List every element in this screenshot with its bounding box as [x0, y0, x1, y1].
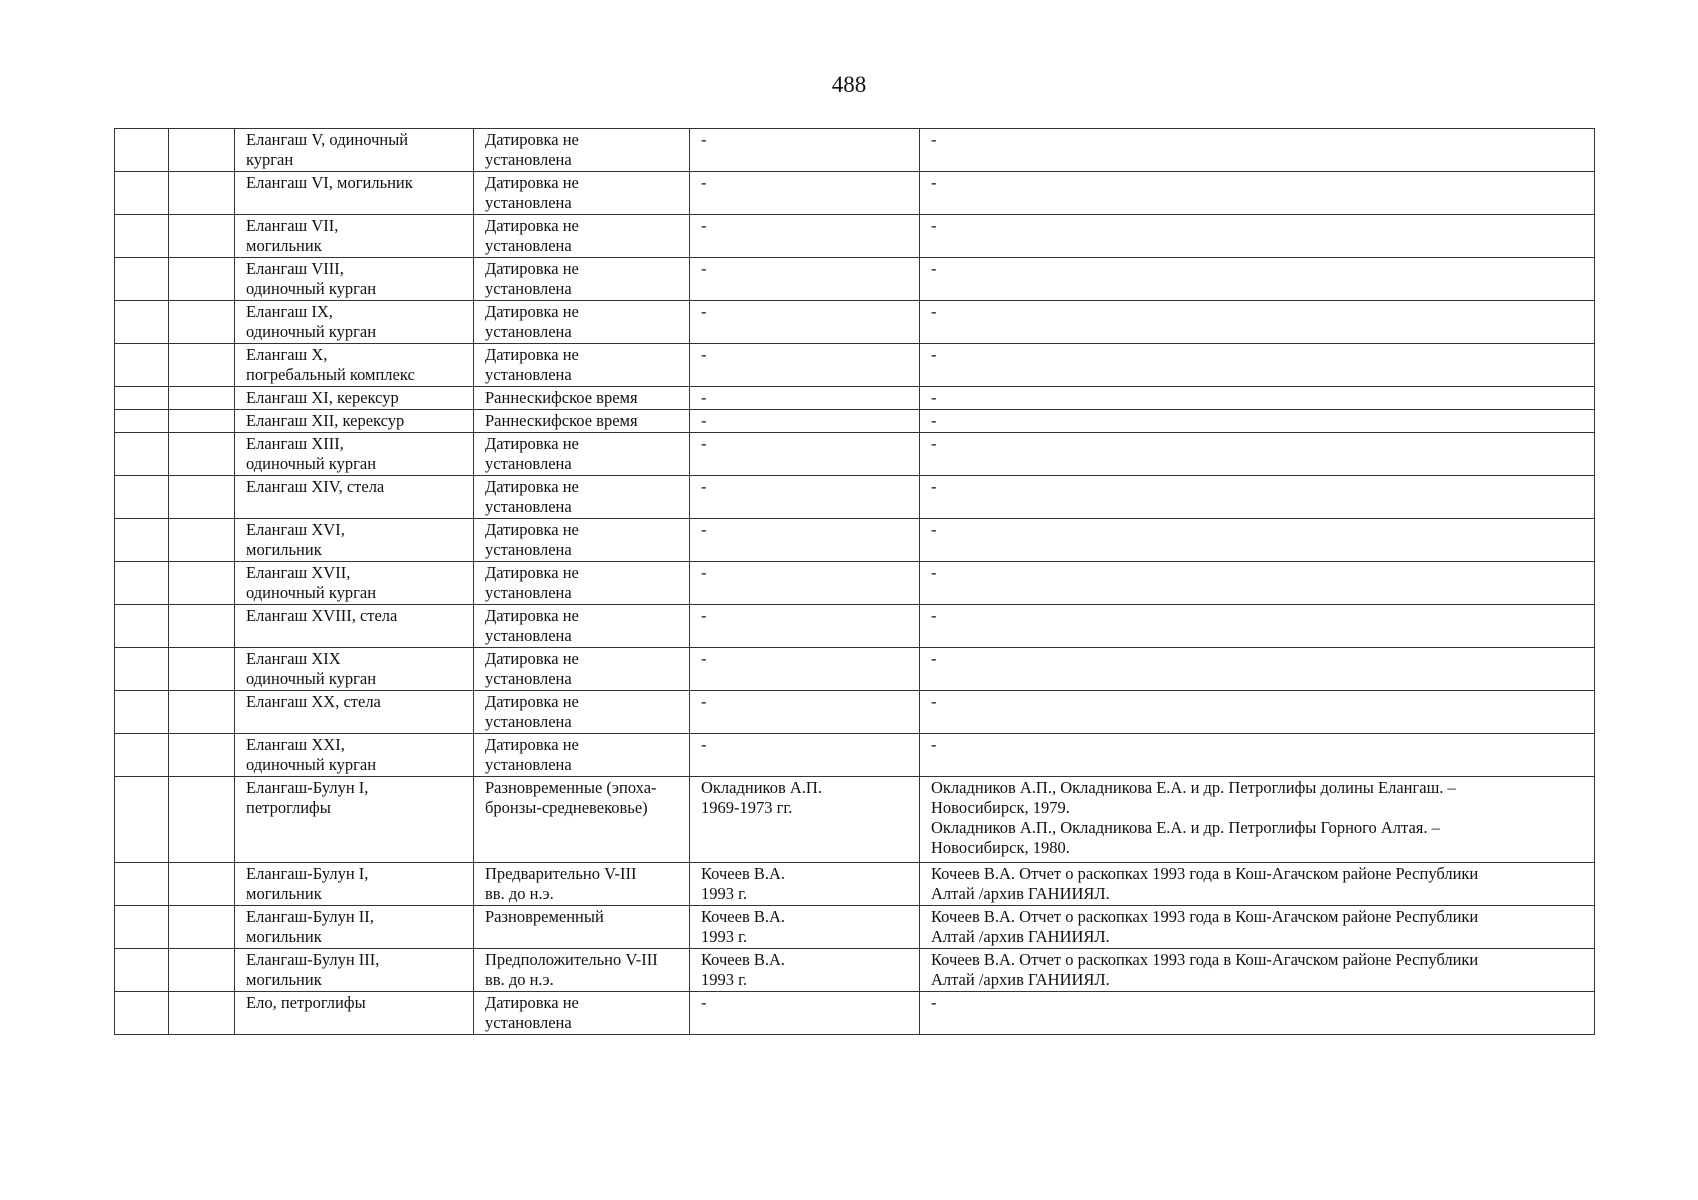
table-row — [115, 476, 1595, 519]
dating-text: бронзы-средневековье) — [485, 798, 648, 817]
researcher-text: - — [701, 173, 707, 192]
dating-text: Датировка не — [485, 563, 579, 582]
table-row — [115, 734, 1595, 777]
number-cell — [115, 906, 169, 949]
dating-text: установлена — [485, 193, 572, 212]
table-row — [115, 344, 1595, 387]
literature-text: - — [931, 563, 937, 582]
researcher-text: - — [701, 259, 707, 278]
dating-cell — [474, 605, 690, 648]
literature-cell — [920, 129, 1595, 172]
name-cell — [235, 777, 474, 863]
name-text: Елангаш XIX — [246, 649, 341, 668]
literature-cell — [920, 648, 1595, 691]
literature-cell — [920, 562, 1595, 605]
code-cell — [169, 605, 235, 648]
dating-text: установлена — [485, 497, 572, 516]
code-cell — [169, 129, 235, 172]
number-cell — [115, 172, 169, 215]
researcher-text: - — [701, 130, 707, 149]
page-number: 488 — [831, 72, 867, 97]
dating-text: установлена — [485, 1013, 572, 1032]
researcher-text: - — [701, 649, 707, 668]
researcher-cell — [690, 129, 920, 172]
literature-cell — [920, 433, 1595, 476]
dating-text: установлена — [485, 454, 572, 473]
dating-text: Датировка не — [485, 477, 579, 496]
researcher-text: - — [701, 388, 707, 407]
literature-cell — [920, 215, 1595, 258]
researcher-text: - — [701, 735, 707, 754]
researcher-cell — [690, 301, 920, 344]
literature-text: - — [931, 606, 937, 625]
name-cell — [235, 562, 474, 605]
researcher-text: Кочеев В.А. — [701, 864, 786, 883]
table-row — [115, 301, 1595, 344]
table-row — [115, 777, 1595, 863]
code-cell — [169, 301, 235, 344]
literature-cell — [920, 734, 1595, 777]
researcher-cell — [690, 344, 920, 387]
dating-text: установлена — [485, 669, 572, 688]
name-text: одиночный курган — [246, 755, 377, 774]
name-text: Елангаш XIV, стела — [246, 477, 385, 496]
researcher-cell — [690, 648, 920, 691]
researcher-cell — [690, 410, 920, 433]
name-cell — [235, 301, 474, 344]
table-row — [115, 605, 1595, 648]
researcher-cell — [690, 992, 920, 1035]
code-cell — [169, 949, 235, 992]
name-text: Елангаш XXI, — [246, 735, 345, 754]
literature-cell — [920, 863, 1595, 906]
name-cell — [235, 605, 474, 648]
literature-text: Новосибирск, 1979. — [931, 798, 1070, 817]
researcher-text: Кочеев В.А. — [701, 950, 786, 969]
table-row — [115, 519, 1595, 562]
dating-text: Раннескифское время — [485, 388, 638, 407]
literature-cell — [920, 172, 1595, 215]
literature-text: - — [931, 993, 937, 1012]
researcher-cell — [690, 258, 920, 301]
number-cell — [115, 215, 169, 258]
literature-text: - — [931, 692, 937, 711]
dating-cell — [474, 301, 690, 344]
researcher-cell — [690, 519, 920, 562]
dating-cell — [474, 863, 690, 906]
dating-cell — [474, 410, 690, 433]
dating-cell — [474, 387, 690, 410]
table-row — [115, 258, 1595, 301]
literature-cell — [920, 605, 1595, 648]
name-text: Ело, петроглифы — [246, 993, 366, 1012]
literature-text: - — [931, 477, 937, 496]
dating-cell — [474, 562, 690, 605]
name-cell — [235, 410, 474, 433]
number-cell — [115, 129, 169, 172]
literature-text: - — [931, 216, 937, 235]
name-cell — [235, 906, 474, 949]
dating-cell — [474, 734, 690, 777]
researcher-cell — [690, 863, 920, 906]
literature-cell — [920, 777, 1595, 863]
dating-text: Разновременный — [485, 907, 604, 926]
number-cell — [115, 344, 169, 387]
code-cell — [169, 258, 235, 301]
literature-text: - — [931, 735, 937, 754]
dating-cell — [474, 949, 690, 992]
researcher-cell — [690, 387, 920, 410]
name-text: погребальный комплекс — [246, 365, 415, 384]
name-text: могильник — [246, 884, 322, 903]
name-text: могильник — [246, 540, 322, 559]
literature-cell — [920, 906, 1595, 949]
dating-cell — [474, 519, 690, 562]
name-text: Елангаш V, одиночный — [246, 130, 409, 149]
name-text: Елангаш-Булун I, — [246, 778, 369, 797]
researcher-cell — [690, 172, 920, 215]
literature-text: - — [931, 520, 937, 539]
number-cell — [115, 387, 169, 410]
name-text: Елангаш VII, — [246, 216, 339, 235]
name-text: могильник — [246, 970, 322, 989]
researcher-cell — [690, 605, 920, 648]
dating-text: установлена — [485, 236, 572, 255]
name-cell — [235, 949, 474, 992]
code-cell — [169, 387, 235, 410]
number-cell — [115, 476, 169, 519]
dating-text: установлена — [485, 626, 572, 645]
literature-text: Кочеев В.А. Отчет о раскопках 1993 года в Кош-Агачском районе Республики — [931, 864, 1479, 883]
code-cell — [169, 777, 235, 863]
table-row — [115, 562, 1595, 605]
name-text: одиночный курган — [246, 279, 377, 298]
table-row — [115, 906, 1595, 949]
number-cell — [115, 777, 169, 863]
literature-text: - — [931, 345, 937, 364]
number-cell — [115, 562, 169, 605]
number-cell — [115, 863, 169, 906]
researcher-text: - — [701, 434, 707, 453]
researcher-cell — [690, 562, 920, 605]
name-text: Елангаш IX, — [246, 302, 333, 321]
dating-text: Датировка не — [485, 302, 579, 321]
literature-text: Алтай /архив ГАНИИЯЛ. — [931, 884, 1110, 903]
researcher-text: Окладников А.П. — [701, 778, 822, 797]
number-cell — [115, 519, 169, 562]
researcher-text: - — [701, 993, 707, 1012]
dating-text: Предположительно V-III — [485, 950, 658, 969]
name-text: Елангаш VI, могильник — [246, 173, 413, 192]
name-cell — [235, 519, 474, 562]
number-cell — [115, 258, 169, 301]
dating-cell — [474, 215, 690, 258]
number-cell — [115, 949, 169, 992]
dating-text: Раннескифское время — [485, 411, 638, 430]
number-cell — [115, 691, 169, 734]
table-body — [115, 129, 1595, 1035]
dating-text: Датировка не — [485, 345, 579, 364]
table-row — [115, 172, 1595, 215]
researcher-text: 1993 г. — [701, 927, 748, 946]
table-row — [115, 129, 1595, 172]
code-cell — [169, 562, 235, 605]
number-cell — [115, 410, 169, 433]
dating-text: установлена — [485, 712, 572, 731]
dating-cell — [474, 906, 690, 949]
name-cell — [235, 433, 474, 476]
dating-cell — [474, 258, 690, 301]
table-row — [115, 215, 1595, 258]
dating-text: установлена — [485, 150, 572, 169]
name-cell — [235, 734, 474, 777]
name-cell — [235, 691, 474, 734]
dating-text: Датировка не — [485, 259, 579, 278]
researcher-cell — [690, 906, 920, 949]
table-row — [115, 691, 1595, 734]
table-row — [115, 410, 1595, 433]
table-row — [115, 387, 1595, 410]
name-cell — [235, 344, 474, 387]
name-cell — [235, 387, 474, 410]
researcher-cell — [690, 691, 920, 734]
name-cell — [235, 215, 474, 258]
literature-text: Кочеев В.А. Отчет о раскопках 1993 года в Кош-Агачском районе Республики — [931, 950, 1479, 969]
researcher-text: - — [701, 692, 707, 711]
dating-text: Датировка не — [485, 735, 579, 754]
code-cell — [169, 734, 235, 777]
researcher-text: - — [701, 216, 707, 235]
name-cell — [235, 476, 474, 519]
name-text: Елангаш-Булун III, — [246, 950, 380, 969]
dating-cell — [474, 648, 690, 691]
dating-text: Датировка не — [485, 173, 579, 192]
researcher-text: 1969-1973 гг. — [701, 798, 793, 817]
dating-text: вв. до н.э. — [485, 884, 554, 903]
code-cell — [169, 476, 235, 519]
researcher-cell — [690, 476, 920, 519]
researcher-text: - — [701, 606, 707, 625]
name-text: Елангаш X, — [246, 345, 328, 364]
code-cell — [169, 691, 235, 734]
researcher-text: - — [701, 345, 707, 364]
literature-cell — [920, 258, 1595, 301]
dating-cell — [474, 777, 690, 863]
table-row — [115, 648, 1595, 691]
literature-text: - — [931, 130, 937, 149]
researcher-text: 1993 г. — [701, 884, 748, 903]
literature-text: Кочеев В.А. Отчет о раскопках 1993 года в Кош-Агачском районе Республики — [931, 907, 1479, 926]
dating-text: установлена — [485, 322, 572, 341]
dating-cell — [474, 172, 690, 215]
researcher-cell — [690, 433, 920, 476]
literature-cell — [920, 949, 1595, 992]
dating-text: Датировка не — [485, 520, 579, 539]
number-cell — [115, 433, 169, 476]
name-text: Елангаш XVIII, стела — [246, 606, 398, 625]
code-cell — [169, 172, 235, 215]
name-text: петроглифы — [246, 798, 331, 817]
name-cell — [235, 992, 474, 1035]
literature-text: Алтай /архив ГАНИИЯЛ. — [931, 927, 1110, 946]
table-row — [115, 433, 1595, 476]
literature-text: Новосибирск, 1980. — [931, 838, 1070, 857]
name-text: Елангаш-Булун I, — [246, 864, 369, 883]
name-text: Елангаш-Булун II, — [246, 907, 374, 926]
researcher-cell — [690, 949, 920, 992]
literature-text: - — [931, 649, 937, 668]
code-cell — [169, 410, 235, 433]
literature-text: - — [931, 411, 937, 430]
name-text: Елангаш XII, керексур — [246, 411, 405, 430]
literature-text: - — [931, 434, 937, 453]
dating-text: Предварительно V-III — [485, 864, 637, 883]
name-text: могильник — [246, 236, 322, 255]
literature-text: Окладников А.П., Окладникова Е.А. и др. Петроглифы Горного Алтая. – — [931, 818, 1440, 837]
number-cell — [115, 734, 169, 777]
name-text: Елангаш XI, керексур — [246, 388, 399, 407]
dating-text: Датировка не — [485, 649, 579, 668]
name-cell — [235, 648, 474, 691]
dating-text: Датировка не — [485, 993, 579, 1012]
literature-cell — [920, 410, 1595, 433]
literature-cell — [920, 519, 1595, 562]
dating-text: установлена — [485, 755, 572, 774]
literature-cell — [920, 301, 1595, 344]
code-cell — [169, 519, 235, 562]
dating-text: Датировка не — [485, 130, 579, 149]
number-cell — [115, 648, 169, 691]
researcher-text: - — [701, 302, 707, 321]
literature-text: - — [931, 388, 937, 407]
code-cell — [169, 648, 235, 691]
dating-text: установлена — [485, 583, 572, 602]
name-cell — [235, 172, 474, 215]
researcher-cell — [690, 215, 920, 258]
dating-cell — [474, 476, 690, 519]
literature-cell — [920, 387, 1595, 410]
researcher-text: 1993 г. — [701, 970, 748, 989]
name-cell — [235, 258, 474, 301]
dating-text: Датировка не — [485, 434, 579, 453]
dating-cell — [474, 691, 690, 734]
name-text: Елангаш XX, стела — [246, 692, 381, 711]
researcher-cell — [690, 734, 920, 777]
researcher-text: - — [701, 411, 707, 430]
researcher-text: - — [701, 477, 707, 496]
literature-text: - — [931, 302, 937, 321]
dating-text: Датировка не — [485, 606, 579, 625]
code-cell — [169, 906, 235, 949]
name-cell — [235, 129, 474, 172]
name-text: Елангаш XVII, — [246, 563, 351, 582]
name-cell — [235, 863, 474, 906]
literature-cell — [920, 691, 1595, 734]
literature-cell — [920, 476, 1595, 519]
name-text: могильник — [246, 927, 322, 946]
dating-text: вв. до н.э. — [485, 970, 554, 989]
code-cell — [169, 344, 235, 387]
literature-cell — [920, 344, 1595, 387]
researcher-text: - — [701, 563, 707, 582]
dating-text: Датировка не — [485, 692, 579, 711]
code-cell — [169, 992, 235, 1035]
researcher-text: - — [701, 520, 707, 539]
name-text: Елангаш XIII, — [246, 434, 344, 453]
number-cell — [115, 992, 169, 1035]
monuments-table — [114, 128, 1595, 1035]
code-cell — [169, 863, 235, 906]
name-text: Елангаш XVI, — [246, 520, 345, 539]
dating-text: установлена — [485, 279, 572, 298]
literature-text: - — [931, 259, 937, 278]
code-cell — [169, 433, 235, 476]
number-cell — [115, 301, 169, 344]
literature-text: Алтай /архив ГАНИИЯЛ. — [931, 970, 1110, 989]
name-text: Елангаш VIII, — [246, 259, 344, 278]
dating-cell — [474, 344, 690, 387]
name-text: одиночный курган — [246, 454, 377, 473]
name-text: одиночный курган — [246, 669, 377, 688]
dating-text: Разновременные (эпоха- — [485, 778, 657, 797]
table-row — [115, 949, 1595, 992]
dating-text: Датировка не — [485, 216, 579, 235]
dating-cell — [474, 129, 690, 172]
table-row — [115, 992, 1595, 1035]
literature-text: Окладников А.П., Окладникова Е.А. и др. Петроглифы долины Елангаш. – — [931, 778, 1456, 797]
literature-cell — [920, 992, 1595, 1035]
name-text: одиночный курган — [246, 583, 377, 602]
name-text: курган — [246, 150, 294, 169]
researcher-cell — [690, 777, 920, 863]
researcher-text: Кочеев В.А. — [701, 907, 786, 926]
dating-cell — [474, 433, 690, 476]
literature-text: - — [931, 173, 937, 192]
number-cell — [115, 605, 169, 648]
name-text: одиночный курган — [246, 322, 377, 341]
dating-text: установлена — [485, 365, 572, 384]
code-cell — [169, 215, 235, 258]
table-row — [115, 863, 1595, 906]
dating-text: установлена — [485, 540, 572, 559]
dating-cell — [474, 992, 690, 1035]
